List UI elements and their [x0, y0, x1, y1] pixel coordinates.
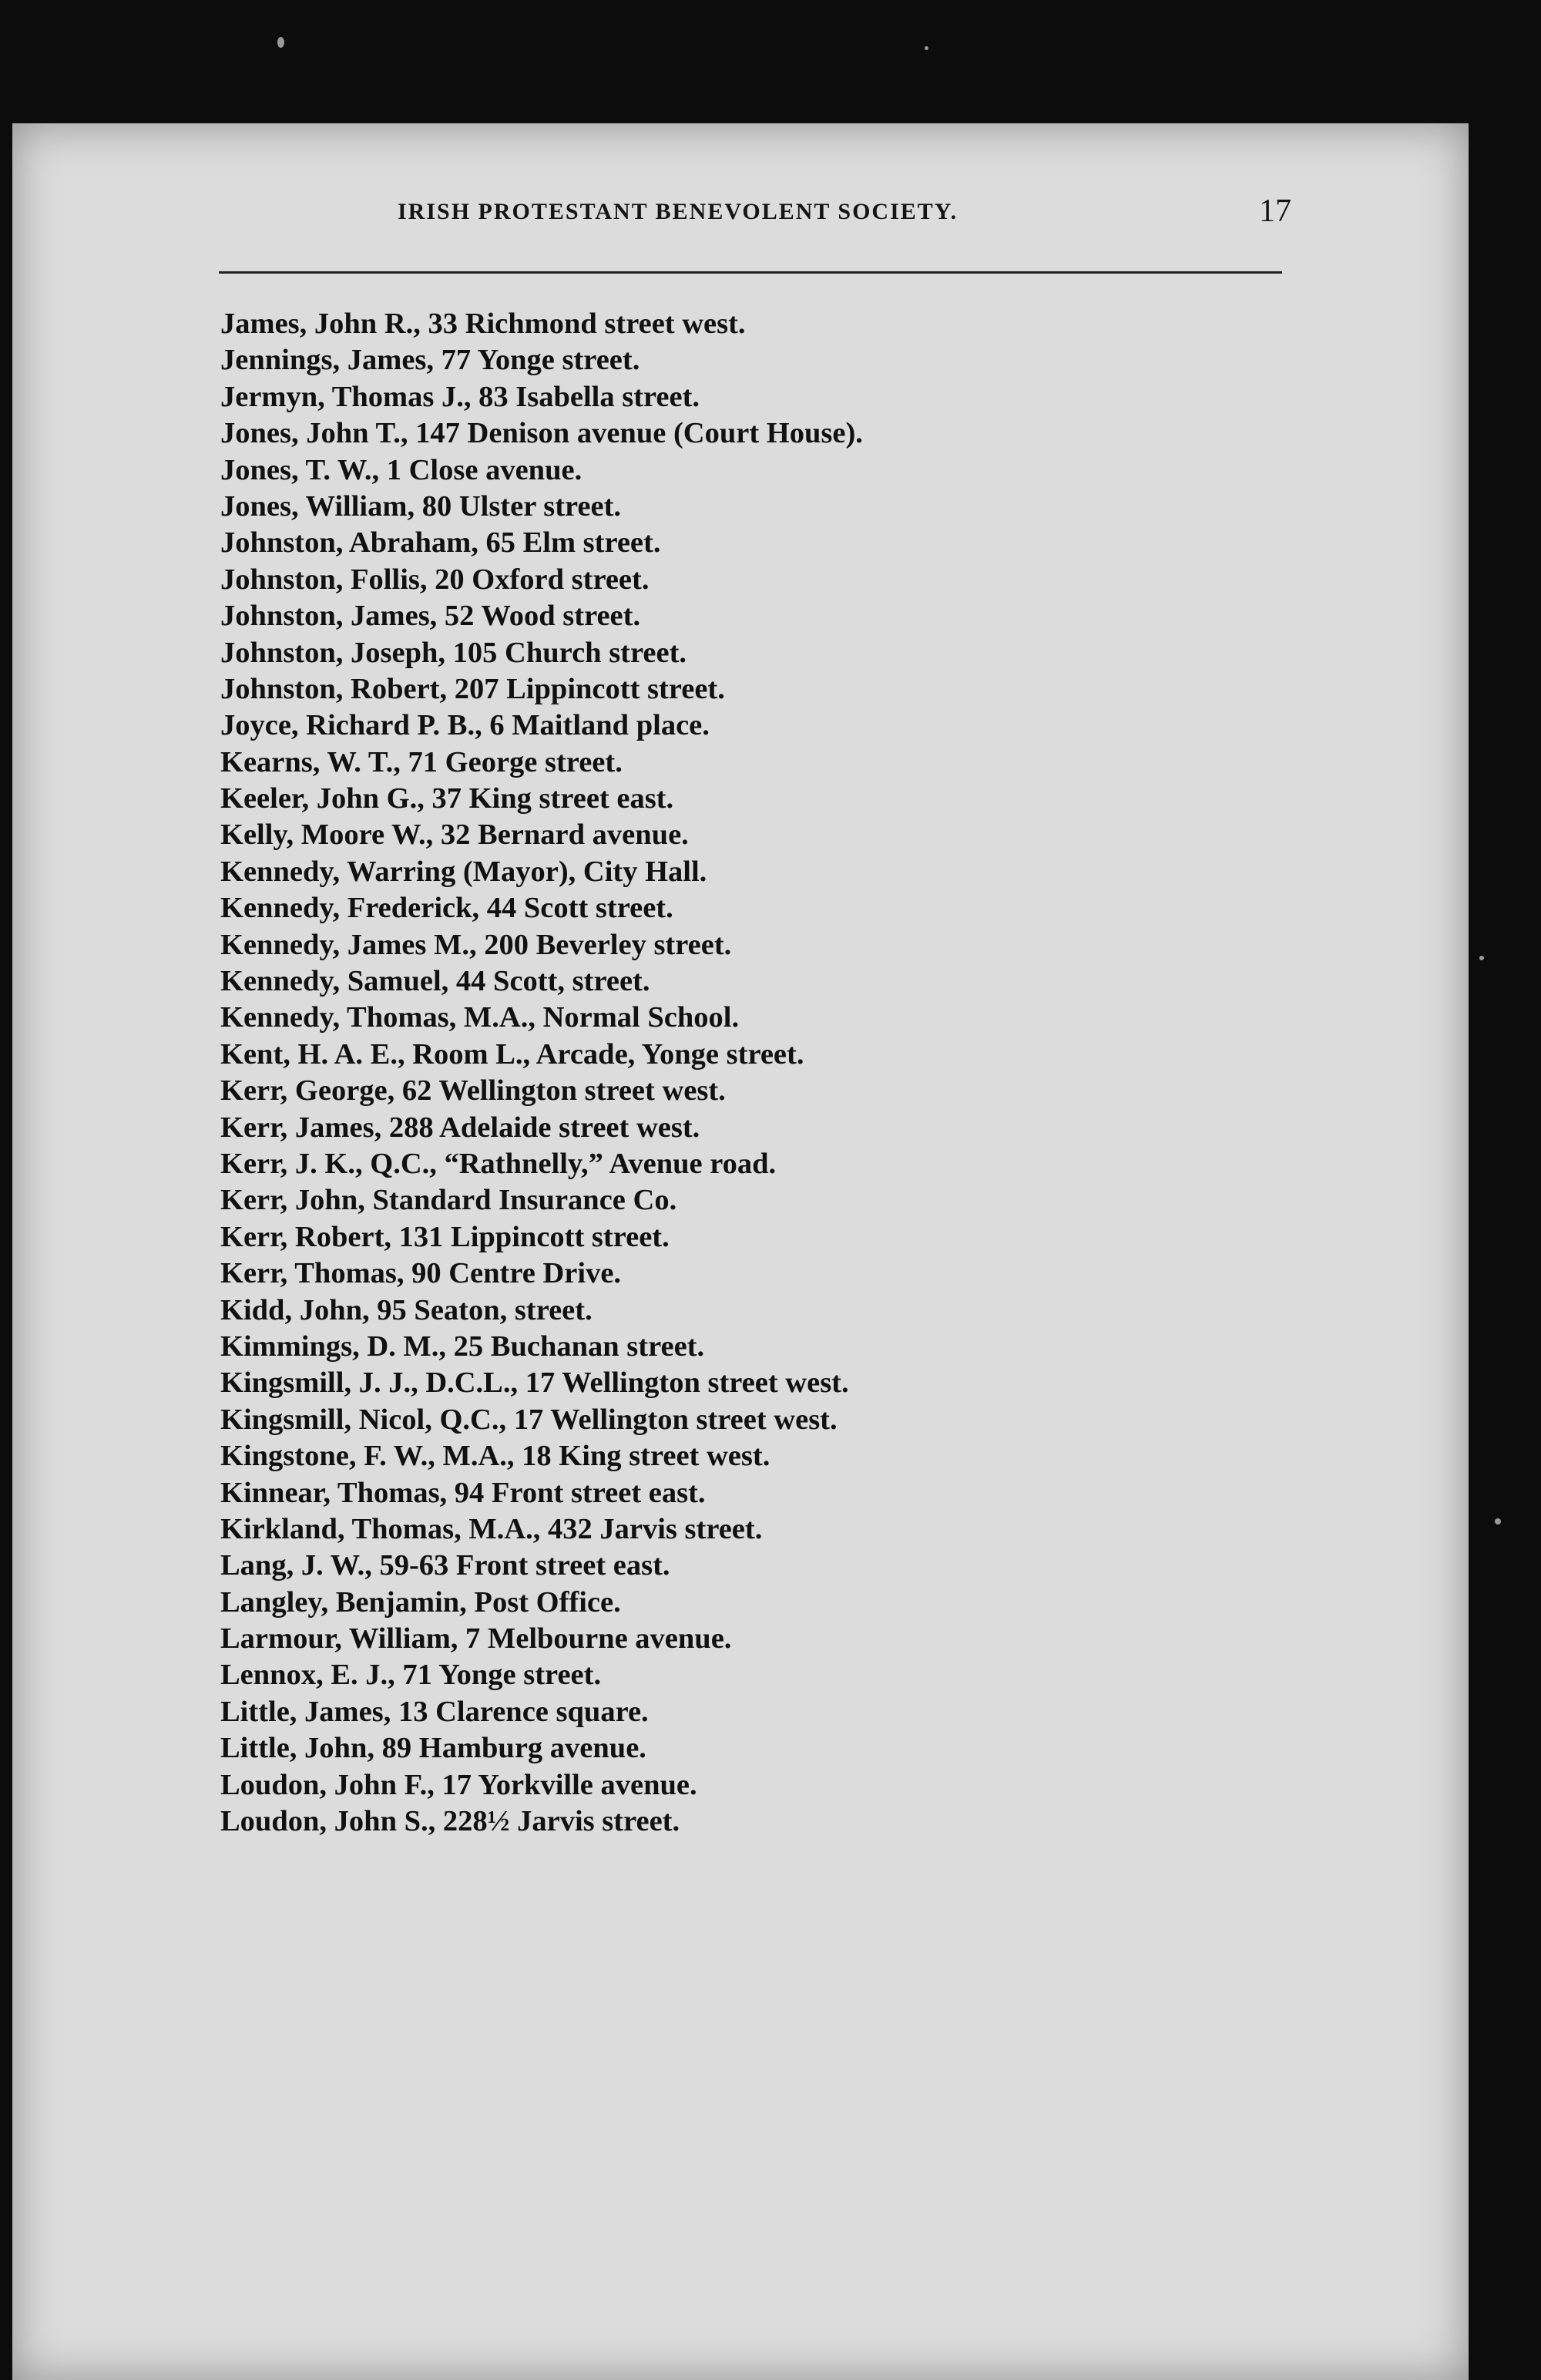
- directory-entry: Kerr, James, 288 Adelaide street west.: [220, 1111, 700, 1144]
- directory-entry: Kennedy, Frederick, 44 Scott street.: [220, 892, 673, 925]
- directory-entry: Jennings, James, 77 Yonge street.: [220, 344, 640, 377]
- directory-entry: Kingsmill, Nicol, Q.C., 17 Wellington street west.: [220, 1403, 838, 1436]
- directory-entry: Kerr, Robert, 131 Lippincott street.: [220, 1220, 670, 1253]
- directory-list: [220, 306, 1284, 1840]
- directory-entry: Little, James, 13 Clarence square.: [220, 1695, 649, 1728]
- page-header: [398, 193, 1291, 253]
- directory-entry: Johnston, Robert, 207 Lippincott street.: [220, 672, 725, 705]
- directory-entry: Kingstone, F. W., M.A., 18 King street west.: [220, 1440, 770, 1473]
- directory-entry: Kearns, W. T., 71 George street.: [220, 745, 623, 778]
- directory-entry: Joyce, Richard P. B., 6 Maitland place.: [220, 709, 710, 742]
- directory-entry: James, John R., 33 Richmond street west.: [220, 308, 746, 340]
- directory-entry: Jones, T. W., 1 Close avenue.: [220, 453, 582, 486]
- directory-entry: Kennedy, Warring (Mayor), City Hall.: [220, 855, 707, 888]
- directory-entry: Jones, John T., 147 Denison avenue (Court House).: [220, 417, 863, 450]
- directory-entry: Johnston, James, 52 Wood street.: [220, 600, 641, 633]
- directory-entry: Kerr, J. K., Q.C., “Rathnelly,” Avenue road.: [220, 1147, 777, 1180]
- directory-entry: Kennedy, James M., 200 Beverley street.: [220, 928, 732, 961]
- directory-entry: Kerr, Thomas, 90 Centre Drive.: [220, 1257, 622, 1290]
- directory-entry: Little, John, 89 Hamburg avenue.: [220, 1732, 646, 1765]
- directory-entry: Loudon, John F., 17 Yorkville avenue.: [220, 1768, 697, 1801]
- directory-entry: Loudon, John S., 228½ Jarvis street.: [220, 1805, 680, 1838]
- directory-entry: Larmour, William, 7 Melbourne avenue.: [220, 1622, 732, 1656]
- directory-entry: Kinnear, Thomas, 94 Front street east.: [220, 1476, 706, 1509]
- directory-entry: Kingsmill, J. J., D.C.L., 17 Wellington street west.: [220, 1366, 849, 1400]
- page-number: 17: [1259, 193, 1291, 229]
- directory-entry: Kelly, Moore W., 32 Bernard avenue.: [220, 819, 689, 852]
- directory-entry: Jermyn, Thomas J., 83 Isabella street.: [220, 380, 700, 413]
- directory-entry: Kerr, George, 62 Wellington street west.: [220, 1074, 726, 1108]
- directory-entry: Langley, Benjamin, Post Office.: [220, 1585, 621, 1619]
- directory-entry: Kerr, John, Standard Insurance Co.: [220, 1184, 677, 1217]
- directory-entry: Kennedy, Thomas, M.A., Normal School.: [220, 1001, 740, 1034]
- directory-entry: Kent, H. A. E., Room L., Arcade, Yonge street.: [220, 1037, 804, 1071]
- directory-entry: Lang, J. W., 59-63 Front street east.: [220, 1549, 670, 1582]
- directory-entry: Johnston, Abraham, 65 Elm street.: [220, 526, 661, 560]
- directory-entry: Keeler, John G., 37 King street east.: [220, 782, 674, 815]
- directory-entry: Kennedy, Samuel, 44 Scott, street.: [220, 965, 650, 998]
- running-title: IRISH PROTESTANT BENEVOLENT SOCIETY.: [398, 199, 959, 224]
- directory-entry: Kirkland, Thomas, M.A., 432 Jarvis street.: [220, 1512, 763, 1545]
- directory-entry: Kidd, John, 95 Seaton, street.: [220, 1293, 593, 1326]
- directory-entry: Johnston, Joseph, 105 Church street.: [220, 636, 687, 669]
- header-rule: [219, 271, 1282, 274]
- directory-entry: Jones, William, 80 Ulster street.: [220, 489, 622, 523]
- directory-entry: Johnston, Follis, 20 Oxford street.: [220, 563, 650, 596]
- directory-entry: Kimmings, D. M., 25 Buchanan street.: [220, 1330, 705, 1363]
- directory-entry: Lennox, E. J., 71 Yonge street.: [220, 1659, 602, 1692]
